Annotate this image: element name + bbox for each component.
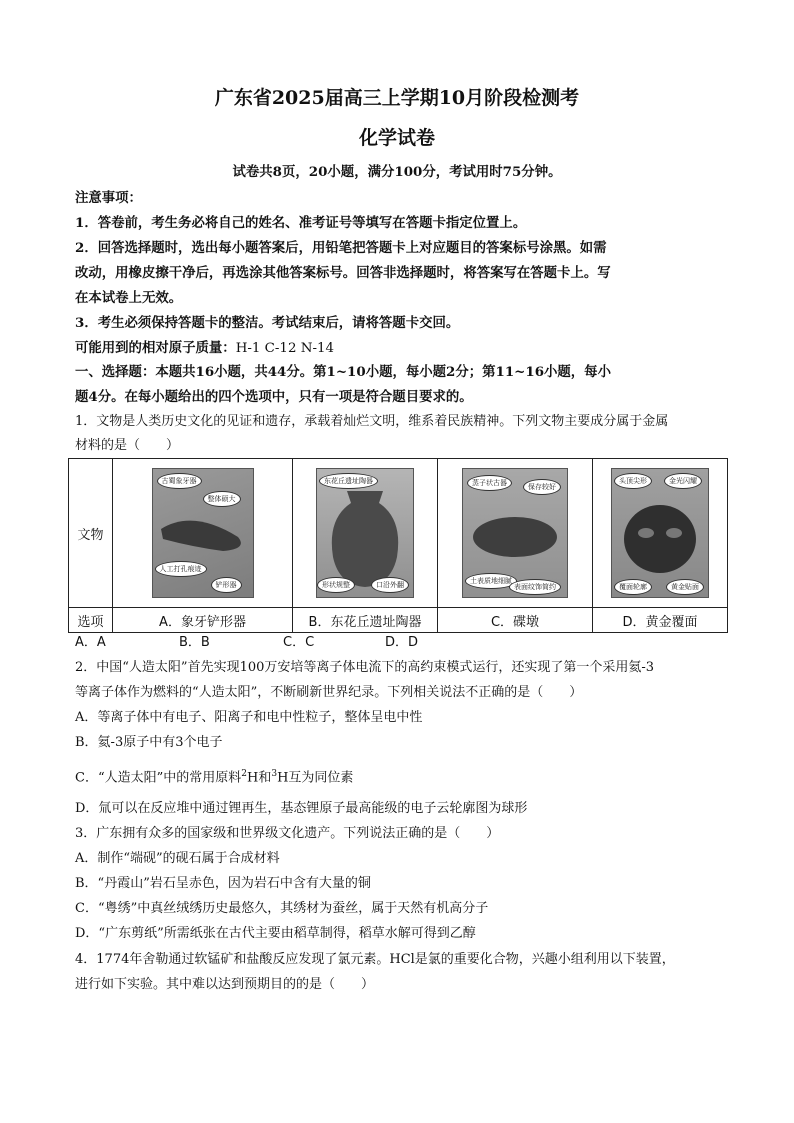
tag-c-2: 保存较好 [523, 479, 561, 495]
exam-title: 广东省2025届高三上学期10月阶段检测考 [214, 87, 580, 109]
notes-heading: 注意事项： [75, 190, 142, 206]
q2-option-a[interactable]: A．等离子体中有电子、阳离子和电中性粒子，整体呈电中性 [75, 710, 423, 725]
q1-stem-line-2: 材料的是（ ） [75, 438, 180, 453]
tag-a-4: 铲形器 [211, 577, 242, 593]
note-item-2-line-2: 改动，用橡皮擦干净后，再选涂其他答案标号。回答非选择题时，将答案写在答题卡上。写 [75, 265, 611, 281]
tag-c-4: 表面纹饰简约 [509, 579, 561, 595]
artifact-c-cell [438, 459, 593, 608]
q2-option-d[interactable]: D．氚可以在反应堆中通过锂再生，基态锂原子最高能级的电子云轮廓图为球形 [75, 801, 528, 816]
tag-a-3: 人工打孔痕迹 [155, 561, 207, 577]
caption-b: B．东花丘遗址陶器 [293, 608, 438, 633]
artifact-b-cell [293, 459, 438, 608]
atomic-mass-values: H-1 C-12 N-14 [235, 341, 335, 356]
tag-d-3: 覆面轮廓 [614, 579, 652, 595]
q3-option-b[interactable]: B．“丹霞山”岩石呈赤色，因为岩石中含有大量的铜 [75, 876, 371, 891]
tag-b-2: 形状规整 [317, 577, 355, 593]
q4-stem-line-1: 4．1774年舍勒通过软锰矿和盐酸反应发现了氯元素。HCl是氯的重要化合物，兴趣小组利用以下装置， [75, 952, 675, 967]
q3-option-a[interactable]: A．制作“端砚”的砚石属于合成材料 [75, 851, 280, 866]
pottery-jar-photo [316, 468, 414, 598]
caption-d: D．黄金覆面 [593, 608, 728, 633]
q2-option-b[interactable]: B．氦-3原子中有3个电子 [75, 735, 223, 750]
row-label-artifact: 文物 [69, 459, 113, 608]
stone-block-photo [462, 468, 568, 598]
note-item-1: 1．答卷前，考生务必将自己的姓名、准考证号等填写在答题卡指定位置上。 [75, 215, 527, 231]
q2-option-c[interactable] [75, 764, 725, 788]
q3-option-d[interactable]: D．“广东剪纸”所需纸张在古代主要由稻草制得，稻草水解可得到乙醇 [75, 926, 476, 941]
q2-c-mid: H和 [246, 770, 272, 786]
exam-info: 试卷共8页，20小题，满分100分，考试用时75分钟。 [232, 164, 562, 180]
q1-choice-b[interactable]: B．B [179, 635, 210, 650]
tag-b-3: 口沿外翻 [371, 577, 409, 593]
row-label-option: 选项 [69, 608, 113, 633]
section-1-line-1: 一、选择题：本题共16小题，共44分。第1~10小题，每小题2分；第11~16小题，每小 [75, 364, 611, 380]
q1-choice-c[interactable]: C．C [283, 635, 315, 650]
q2-c-sup1: 2 [241, 769, 247, 779]
tag-d-2: 金光闪耀 [664, 473, 702, 489]
tag-a-1: 古蜀象牙器 [157, 473, 202, 489]
tag-c-3: 土表质地细腻 [465, 573, 517, 589]
tag-d-4: 黄金贴面 [666, 579, 704, 595]
caption-c: C．碟墩 [438, 608, 593, 633]
exam-subject: 化学试卷 [358, 127, 435, 149]
q2-c-post: H互为同位素 [277, 770, 354, 786]
tag-d-1: 头顶尖形 [614, 473, 652, 489]
q2-c-pre: C．“人造太阳”中的常用原料 [75, 770, 242, 786]
q1-stem-line-1: 1．文物是人类历史文化的见证和遗存，承载着灿烂文明，维系着民族精神。下列文物主要成分属于金属 [75, 414, 669, 429]
q2-stem-line-1: 2．中国“人造太阳”首先实现100万安培等离子体电流下的高约束模式运行，还实现了第一个采用氦-3 [75, 660, 655, 675]
note-item-2-line-1: 2．回答选择题时，选出每小题答案后，用铅笔把答题卡上对应题目的答案标号涂黑。如需 [75, 240, 607, 256]
q4-stem-line-2: 进行如下实验。其中难以达到预期目的的是（ ） [75, 977, 375, 992]
q3-option-c[interactable]: C．“粤绣”中真丝绒绣历史最悠久，其绣材为蚕丝，属于天然有机高分子 [75, 901, 489, 916]
q2-c-sup2: 3 [271, 769, 278, 779]
section-1-line-2: 题4分。在每小题给出的四个选项中，只有一项是符合题目要求的。 [75, 389, 473, 405]
artifact-d-cell [593, 459, 728, 608]
artifact-a-cell [113, 459, 293, 608]
caption-a: A．象牙铲形器 [113, 608, 293, 633]
q2-stem-line-2: 等离子体作为燃料的“人造太阳”，不断刷新世界纪录。下列相关说法不正确的是（ ） [75, 685, 583, 700]
ivory-shovel-shape-icon [153, 469, 253, 597]
q3-stem: 3．广东拥有众多的国家级和世界级文化遗产。下列说法正确的是（ ） [75, 826, 500, 841]
tag-b-1: 东花丘遗址陶器 [319, 473, 378, 489]
q1-choice-d[interactable]: D．D [385, 635, 419, 650]
artifact-table [68, 458, 728, 633]
q1-choice-a[interactable]: A．A [75, 635, 106, 650]
atomic-mass-line: 可能用到的相对原子质量：H-1 C-12 N-14 [75, 340, 335, 356]
tag-c-1: 蒸子状古器 [467, 475, 512, 491]
note-item-3: 3．考生必须保持答题卡的整洁。考试结束后，请将答题卡交回。 [75, 315, 460, 331]
note-item-2-line-3: 在本试卷上无效。 [75, 290, 183, 306]
ivory-shovel-photo [152, 468, 254, 598]
gold-mask-photo [611, 468, 709, 598]
tag-a-2: 整体硕大 [203, 491, 241, 507]
